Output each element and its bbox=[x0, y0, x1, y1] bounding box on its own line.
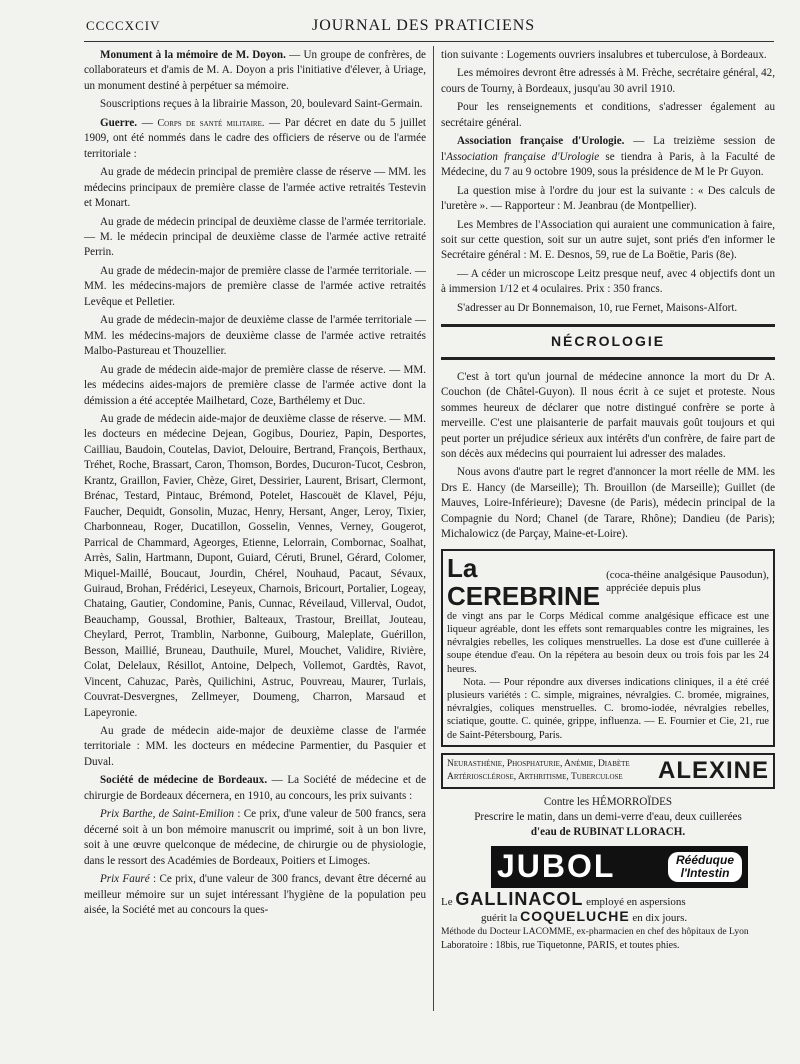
cerebrine-nota: Nota. — Pour répondre aux diverses indications cliniques, il a été créé plusieurs variétés : C. simple, migraines, névralgies. C. bromée, migraines, névralgies, coliques menstruelles. C. bromo-iodée, névralgies rebelles, sciatique, goutte. C. quinée, grippe, influenza. — E. Fournier et Cie, 21, rue de Saint-Pétersbourg, Paris. bbox=[447, 676, 769, 741]
alexine-ad bbox=[441, 753, 775, 789]
cerebrine-header bbox=[447, 554, 769, 610]
guerre-title: Guerre. bbox=[100, 116, 138, 129]
doyon-title: Monument à la mémoire de M. Doyon. bbox=[100, 49, 286, 61]
grade-paragraph-7: Au grade de médecin aide-major de deuxième classe de l'armée territoriale : MM. les docteurs en médecine Parmentier, du Pasquier et Duval. bbox=[84, 725, 426, 768]
hemo-line-1: Contre les HÉMORROÏDES bbox=[543, 795, 673, 808]
doyon-text: — Un groupe de confrères, de collaborateurs et d'amis de M. A. Doyon a pris l'initiative d'élever, à Uriage, un monument destiné à perpétuer sa mémoire. bbox=[84, 49, 426, 92]
gallinacol-ad bbox=[441, 888, 775, 953]
prix-faure-title: Prix Fauré bbox=[100, 873, 150, 886]
gallinacol-coqueluche: COQUELUCHE bbox=[520, 907, 630, 924]
jubol-tagline bbox=[668, 852, 742, 882]
memoires-paragraph: Les mémoires devront être adressés à M. Frèche, secrétaire général, 42, cours de Tourny, à Bordeaux, jusqu'au 30 avril 1910. bbox=[441, 67, 775, 95]
alexine-brand: ALEXINE bbox=[657, 756, 769, 784]
journal-title: JOURNAL DES PRATICIENS bbox=[312, 17, 536, 34]
gallinacol-le: Le bbox=[441, 895, 453, 908]
microscope-address: S'adresser au Dr Bonnemaison, 10, rue Fernet, Maisons-Alfort. bbox=[457, 301, 738, 314]
necrologie-paragraph-2: Nous avons d'autre part le regret d'annoncer la mort réelle de MM. les Drs E. Hancy (de Marseille); Th. Brouillon (de Marseille); Guillet (de Mauves, Loire-Inférieure); Davesne (de Paris), médecin principal de la Compagnie du Nord; Chanel (de Tarare, Rhône); Dandieu (de Paris); Michalowicz (de Parçay, Maine-et-Loire). bbox=[441, 466, 775, 541]
societe-paragraph bbox=[84, 773, 426, 804]
grade-paragraph-3: Au grade de médecin-major de première classe de l'armée territoriale. — MM. les médecins-majors de première classe de l'armée active retraités Levêque et Pelletier. bbox=[84, 264, 426, 308]
hemo-line-2: Prescrire le matin, dans un demi-verre d'eau, deux cuillerées bbox=[474, 810, 742, 823]
urologie-question: La question mise à l'ordre du jour est la suivante : « Des calculs de l'uretère ». — Rapporteur : M. Jeanbrau (de Montpellier). bbox=[441, 184, 775, 213]
jubol-tag-2: l'Intestin bbox=[680, 865, 730, 880]
continued-paragraph: tion suivante : Logements ouvriers insalubres et tuberculose, à Bordeaux. bbox=[441, 49, 767, 61]
left-column bbox=[84, 48, 426, 921]
gallinacol-text-3: en dix jours. bbox=[632, 911, 688, 924]
grade-paragraph-2: Au grade de médecin principal de deuxième classe de l'armée territoriale. — M. le médecin principal de deuxième classe de l'armée active retraité Perrin. bbox=[84, 215, 426, 259]
grade-paragraph-1: Au grade de médecin principal de première classe de réserve — MM. les médecins principaux de première classe de l'armée active retraités Testevin et Monart. bbox=[84, 166, 426, 210]
urologie-italic: Association française d'Urologie bbox=[446, 150, 600, 163]
prix-barthe-text: : Ce prix, d'une valeur de 500 francs, sera décerné soit à un bon mémoire manuscrit ou imprimé, soit à un bon livre, soit à une œuvre quelconque de médecine, de chirurgie ou de physiologie, dans le ressort des Académies de Bordeaux, Poitiers et Limoges. bbox=[84, 808, 426, 867]
grade-paragraph-5: Au grade de médecin aide-major de première classe de réserve. — MM. les médecins aides-majors de première classe de l'armée active dont la démission a été acceptée Mailhetard, Coze, Barthélemy et Duc. bbox=[84, 363, 426, 407]
prix-barthe-paragraph bbox=[84, 807, 426, 869]
societe-title: Société de médecine de Bordeaux. bbox=[100, 774, 268, 787]
cerebrine-name: La CEREBRINE bbox=[447, 552, 601, 611]
jubol-brand: JUBOL bbox=[497, 847, 616, 884]
gallinacol-brand: GALLINACOL bbox=[455, 888, 584, 909]
jubol-ad bbox=[491, 846, 748, 888]
renseignements-paragraph: Pour les renseignements et conditions, s'adresser également au secrétaire général. bbox=[441, 101, 775, 129]
guerre-corps: Corps de santé militaire. bbox=[157, 117, 265, 129]
page-header bbox=[0, 0, 800, 42]
grade-paragraph-4: Au grade de médecin-major de deuxième classe de l'armée territoriale — MM. les médecins-majors de deuxième classe de l'armée active retraités Malbo-Pastureau et Thouzellier. bbox=[84, 314, 426, 358]
jubol-tag-1: Rééduque bbox=[675, 852, 734, 867]
gallinacol-labo: Laboratoire : 18bis, rue Tiquetonne, PARIS, et toutes phies. bbox=[441, 939, 680, 951]
guerre-paragraph: Guerre. — Corps de santé militaire. — Par décret en date du 5 juillet 1909, ont été nommés dans le cadre des officiers de réserve ou de l'armée territoriale : bbox=[84, 116, 427, 160]
column-separator bbox=[433, 46, 434, 1011]
alexine-indications bbox=[447, 758, 630, 784]
prix-faure-paragraph bbox=[84, 872, 426, 918]
gallinacol-line-2 bbox=[441, 909, 775, 925]
urologie-title: Association française d'Urologie. bbox=[457, 135, 625, 148]
gallinacol-method: Méthode du Docteur LACOMME, ex-pharmacien en chef des hôpitaux de Lyon bbox=[441, 925, 749, 937]
souscriptions-paragraph: Souscriptions reçues à la librairie Masson, 20, boulevard Saint-Germain. bbox=[100, 98, 423, 111]
cerebrine-subtitle: (coca-théine analgésique Pausodun), appréciée depuis plus bbox=[606, 568, 769, 594]
necrologie-paragraph-1: C'est à tort qu'un journal de médecine annonce la mort du Dr A. Couchon (de Châtel-Guyon). Il nous écrit à ce sujet et proteste. Nous sommes heureux de déclarer que notre distingué confrère se porte à merveille. C'est une plaisanterie de parfait mauvais goût toujours et qui peut porter un préjudice sérieux aux intérêts d'un confrère, de faire part de son décès aux médecins qui pourraient lui adresser des malades. bbox=[441, 370, 775, 460]
urologie-paragraph bbox=[441, 134, 775, 180]
doyon-paragraph bbox=[84, 48, 426, 94]
header-rule bbox=[84, 41, 774, 42]
prix-faure-text: : Ce prix, d'une valeur de 300 francs, devant être décerné au meilleur mémoire sur un sujet intéressant l'hygiène de la population peu aisée, la Société met au concours la ques- bbox=[84, 873, 426, 917]
societe-text: — La Société de médecine et de chirurgie de Bordeaux décernera, en 1910, au concours, les prix suivants : bbox=[84, 774, 427, 802]
gallinacol-text-1: employé en aspersions bbox=[586, 895, 686, 908]
urologie-text-2: se tiendra à Paris, à la Faculté de Médecine, du 7 au 9 octobre 1909, sous la présidence de M le Pr Guyon. bbox=[441, 150, 776, 179]
microscope-paragraph: — A céder un microscope Leitz presque neuf, avec 4 objectifs dont un à immersion 1/12 et 4 oculaires. Prix : 350 francs. bbox=[441, 267, 775, 296]
cerebrine-text: de vingt ans par le Corps Médical comme analgésique efficace est une liqueur agréable, dont les effets sont remarquables contre les migraines, les névralgies rebelles, les coliques menstruelles. La dose est d'une cuillerée à soupe étendue d'eau. On la répétera au besoin deux ou trois fois par les 24 heures. bbox=[447, 610, 769, 675]
page-number: CCCCXCIV bbox=[86, 18, 161, 33]
guerre-text: — Par décret en date du 5 juillet 1909, ont été nommés dans le cadre des officiers de réserve ou de l'armée territoriale : bbox=[84, 116, 427, 160]
prix-barthe-title: Prix Barthe, de Saint-Emilion bbox=[100, 808, 235, 821]
gallinacol-line-1 bbox=[441, 888, 775, 909]
gallinacol-text-2: guérit la bbox=[481, 911, 518, 924]
alexine-line-1: Neurasthénie, Phosphaturie, Anémie, Diabète bbox=[447, 758, 630, 769]
hemorroides-ad bbox=[441, 795, 775, 840]
urologie-membres: Les Membres de l'Association qui auraient une communication à faire, soit sur cette question, soit sur un autre sujet, sont priés d'en informer le Secrétaire général : M. E. Desnos, 59, rue de La Boëtie, Paris (8e). bbox=[441, 218, 775, 262]
right-column bbox=[441, 48, 775, 953]
urologie-text-1: — La treizième session de l' bbox=[441, 135, 776, 163]
grade-paragraph-6: Au grade de médecin aide-major de deuxième classe de réserve. — MM. les docteurs en médecine Dejean, Gogibus, Douriez, Papin, Desportes, Cailliau, Baudoin, Coutelas, Daviot, Delouire, Bertrand, François, Berthaux, Tréhet, Roche, Brassart, Caron, Thomson, Bordes, Ducuron-Tucot, Cesbron, Krantz, Graillon, Favier, Chèze, Giret, Dessirier, Laurent, Brisart, Clermont, Brénac, Testard, Pintauc, Brémond, Potelet, Hascouët de Klavel, Péju, Faucher, Dequidt, Gonsolin, Muzac, Henry, Hersant, Anger, Leroy, Tixier, Charbonneau, Roger, Ducatillon, Gosselin, Vennes, Verney, Gougerot, Parrical de Chammard, Ageorges, Etienne, Lelorrain, Combornac, Soalhat, Arrès, Salin, Hartmann, Dupont, Guiard, Céruti, Brunel, Gérard, Colomer, Miquel-Maillé, Boucaut, Jourdin, Chérel, Nouhaud, Pacaut, Sévaux, Guiraud, Brohan, Frédérici, Leseyeux, Charnois, Bricourt, Portalier, Logeay, Chataing, Gautier, Condomine, Panis, Cunnac, Réveilaud, Villerval, Oudot, Beauchamp, Goussal, Brothier, Balteaux, Trastour, Breillat, Jouteau, Cheylard, Perrot, Tramblin, Narbonne, Guibourg, Maleplate, Guérillon, Besson, Maillié, Bruneau, Dauthuile, Murel, Mouchet, Validire, Rivière, Colat, Delelaux, Résillot, Antoine, Delpech, Vollemot, Gardtès, Ravot, Vincent, Cahuzac, Parès, Quilichini, Astruc, Pouvreau, Maurer, Turlais, Couvrat-Desvergnes, Zellmeyer, Doumeng, Charron, Marsaud et Lapeyronie. bbox=[84, 412, 426, 719]
necrologie-heading: NÉCROLOGIE bbox=[441, 324, 775, 359]
hemo-line-3: d'eau de RUBINAT LLORACH. bbox=[530, 825, 686, 838]
cerebrine-ad bbox=[441, 549, 775, 747]
alexine-line-2: Artériosclérose, Arthritisme, Tuberculose bbox=[447, 771, 623, 782]
